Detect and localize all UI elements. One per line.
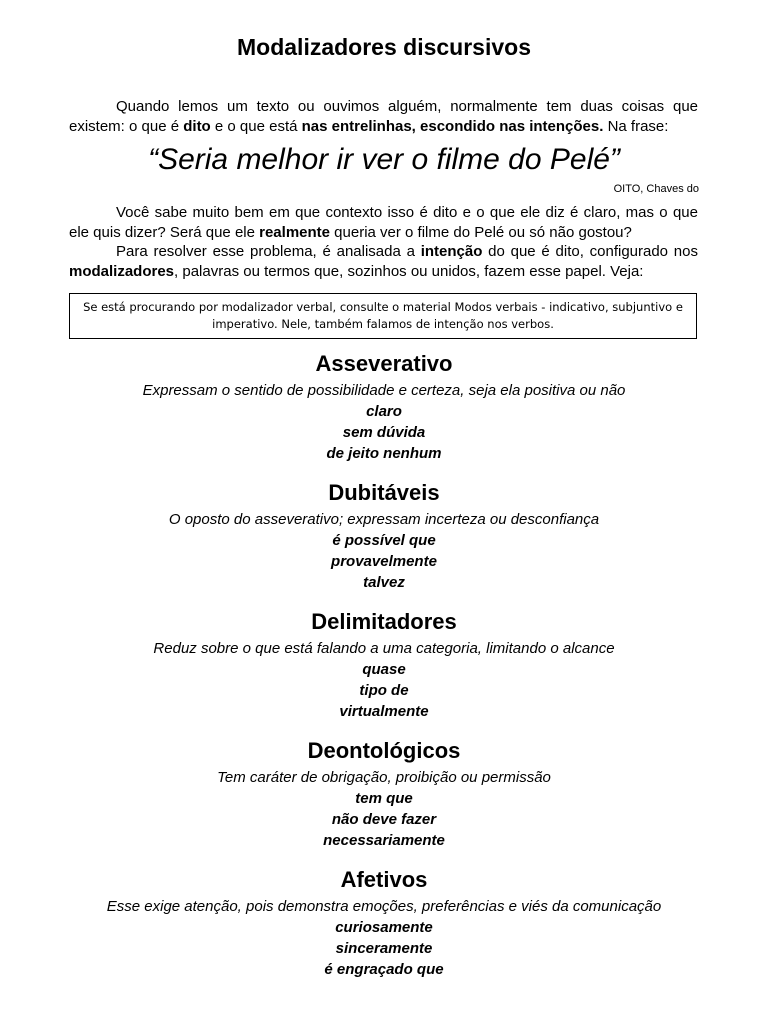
section-example: tem que: [355, 790, 413, 807]
intro-text-1: Quando lemos um texto ou ouvimos alguém, normalmente tem duas coisas que existem: o que é: [69, 98, 698, 135]
section-example: quase: [362, 661, 406, 678]
section-description: Tem caráter de obrigação, proibição ou permissão: [217, 769, 551, 786]
solution-text-1: Para resolver esse problema, é analisada a: [116, 243, 421, 260]
context-text-1: Você sabe muito bem em que contexto isso é dito e o que ele diz é claro, mas o que ele quis dizer? Será que ele: [69, 204, 698, 241]
section-example: de jeito nenhum: [326, 445, 442, 462]
intro-bold-dito: dito: [183, 117, 211, 135]
section-dubitaveis: [0, 480, 768, 593]
note-line-2: imperativo. Nele, também falamos de intenção nos verbos.: [212, 317, 554, 331]
section-heading: Afetivos: [340, 867, 428, 892]
section-example: sem dúvida: [342, 424, 426, 441]
section-description: Reduz sobre o que está falando a uma categoria, limitando o alcance: [153, 640, 615, 657]
intro-text-2: e o que está: [210, 117, 302, 135]
section-example: tipo de: [359, 682, 409, 699]
page-title: Modalizadores discursivos: [237, 34, 531, 60]
section-description: Esse exige atenção, pois demonstra emoções, preferências e viés da comunicação: [106, 898, 662, 915]
section-asseverativo: [0, 351, 768, 464]
section-example: é engraçado que: [324, 961, 444, 978]
section-example: provavelmente: [331, 553, 437, 570]
solution-paragraph: [69, 242, 698, 281]
featured-quote: “Seria melhor ir ver o filme do Pelé”: [148, 143, 620, 176]
section-heading: Dubitáveis: [328, 480, 440, 505]
intro-paragraph: [69, 97, 698, 136]
solution-bold-modalizadores: modalizadores: [69, 262, 175, 280]
section-delimitadores: [0, 609, 768, 722]
section-example: curiosamente: [335, 919, 433, 936]
section-heading: Asseverativo: [315, 351, 453, 376]
section-example: é possível que: [332, 532, 436, 549]
section-example: necessariamente: [323, 832, 445, 849]
section-example: sinceramente: [335, 940, 433, 957]
section-example: talvez: [363, 574, 405, 591]
solution-bold-intencao: intenção: [420, 243, 483, 260]
solution-text-2: do que é dito, configurado nos: [482, 243, 698, 260]
section-deontologicos: [0, 738, 768, 851]
intro-bold-entrelinhas: nas entrelinhas, escondido nas intenções.: [301, 117, 604, 135]
section-heading: Delimitadores: [311, 609, 457, 634]
context-text-2: queria ver o filme do Pelé ou só não gostou?: [330, 223, 632, 241]
section-example: não deve fazer: [331, 811, 437, 828]
solution-text-3: , palavras ou termos que, sozinhos ou unidos, fazem esse papel. Veja:: [174, 262, 644, 280]
note-line-1: Se está procurando por modalizador verbal, consulte o material Modos verbais - indicativo, subjuntivo e: [83, 300, 683, 314]
section-description: O oposto do asseverativo; expressam incerteza ou desconfiança: [168, 511, 600, 528]
section-heading: Deontológicos: [307, 738, 461, 763]
section-example: claro: [366, 403, 402, 420]
context-bold-realmente: realmente: [259, 223, 330, 241]
section-afetivos: [0, 867, 768, 980]
intro-text-3: Na frase:: [603, 117, 669, 135]
section-example: virtualmente: [339, 703, 429, 720]
section-description: Expressam o sentido de possibilidade e certeza, seja ela positiva ou não: [142, 382, 626, 399]
note-box: [69, 293, 697, 339]
quote-citation: OITO, Chaves do: [613, 183, 699, 195]
context-paragraph: [69, 203, 698, 242]
